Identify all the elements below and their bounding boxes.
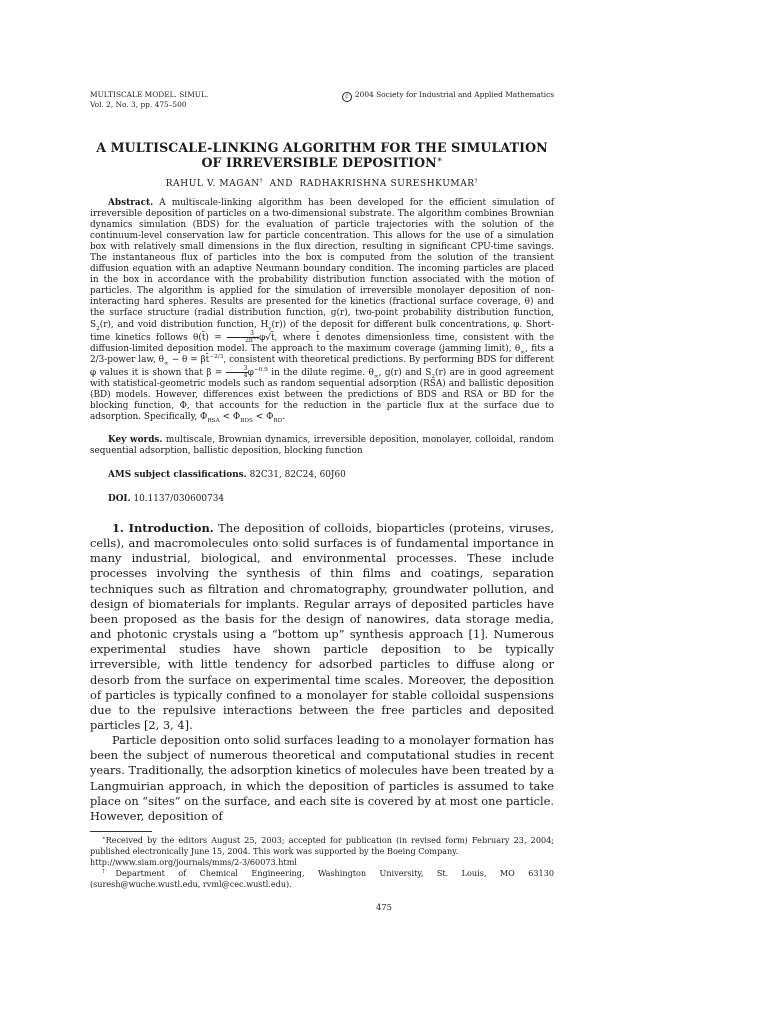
journal-name: MULTISCALE MODEL. SIMUL. (90, 90, 209, 99)
paper-title (90, 140, 554, 170)
title-footnote-mark: ∗ (436, 153, 443, 164)
title-line-2: OF IRREVERSIBLE DEPOSITION∗ (201, 153, 443, 170)
copyright-icon: c (342, 92, 352, 102)
journal-volume: Vol. 2, No. 3, pp. 475–500 (90, 100, 187, 109)
footnotes (90, 831, 554, 890)
doi-label: DOI. (108, 493, 131, 504)
ams-classifications (90, 470, 554, 481)
abstract-label: Abstract. (108, 198, 154, 208)
page-number: 475 (376, 902, 392, 912)
running-header (90, 90, 554, 110)
doi (90, 494, 554, 505)
fraction-3-over-2pi: $\frac{3}{2\pi^{1/2}}$ (227, 331, 259, 344)
abstract: Abstract. A multiscale-linking algorithm has been developed for the efficient simulation of irreversible deposition of particles on a two-dimensional substrate. The algorithm combines Brownian dynamics simulation (BDS) for the evaluation of particle trajectories with the solution of the continuum-level conservation law for particle concentration. This allows for the use of a simulation box with relatively small dimensions in the flux direction, resulting in significant CPU-time savings. The instantaneous flux of particles into the box is computed from the solution of the transient diffusion equation with an adaptive Neumann boundary condition. The incoming particles are placed in the box in accordance with the probability distribution function associated with the motion of particles. The algorithm is applied for the simulation of irreversible monolayer deposition of non-interacting hard spheres. Results are presented for the kinetics (fractional surface coverage, θ) and the surface structure (radial distribution function, g(r), two-point probability distribution function, $S_2(r)$, and void distribution function, $H_v(r)$) of the deposit for different bulk concentrations, φ. Short-time kinetics follows θ(t̄) = $\frac{3}{2\pi^{1/2}}$ φ√t̄, where t̄ denotes dimensionless time, consistent with the diffusion-limited deposition model. The approach to the maximum coverage (jamming limit), $\theta_\infty$, fits a 2/3-power law, $\theta_\infty - \theta$ = βt̄$^{-2/3}$, consistent with theoretical predictions. By performing BDS for different φ values it is shown that β = $\frac{3}{4}$ $\varphi^{-0.9}$ in the dilute regime. $\theta_\infty$, g(r) and $S_2(r)$ are in good agreement with statistical-geometric models such as random sequential adsorption (RSA) and ballistic deposition (BD) models. However, differences exist between the predictions of BDS and RSA or BD for the blocking function, Φ, that accounts for the reduction in the particle flux at the surface due to adsorption. Specifically, $\Phi_{RSA} < \Phi_{BDS} < \Phi_{BD}$. (90, 198, 555, 424)
section-heading: 1. Introduction. (112, 520, 214, 535)
author-2: RADHAKRISHNA SURESHKUMAR (299, 179, 475, 189)
copyright-text: 2004 Society for Industrial and Applied Mathematics (354, 90, 554, 99)
introduction-section (90, 521, 554, 824)
author-1-mark: † (259, 178, 264, 184)
author-2-mark: † (474, 178, 479, 184)
footnote-rule (90, 831, 152, 832)
ams-label: AMS subject classifications. (108, 469, 247, 480)
footnote-2: †Department of Chemical Engineering, Washington University, St. Louis, MO 63130 (suresh@wuche.wustl.edu, rvml@cec.wustl.edu). (90, 868, 554, 889)
intro-paragraph-1: 1. Introduction. The deposition of colloids, bioparticles (proteins, viruses, cells), and macromolecules onto solid surfaces is of fundamental importance in many industrial, biological, and environmental processes. These include processes involving the synthesis of thin films and coatings, separation techniques such as filtration and chromatography, groundwater pollution, and design of biomaterials for implants. Regular arrays of deposited particles have been proposed as the basis for the design of nanowires, data storage media, and photonic crystals using a “bottom up” synthesis approach [1]. Numerous experimental studies have shown particle deposition to be typically irreversible, with little tendency for adsorbed particles to diffuse along or desorb from the surface on experimental time scales. Moreover, the deposition of particles is typically confined to a monolayer for stable colloidal suspensions due to the repulsive interactions between the free particles and deposited particles [2, 3, 4]. (90, 520, 555, 732)
paper-page (90, 90, 554, 824)
footnote-1: ∗Received by the editors August 25, 2003; accepted for publication (in revised form) February 23, 2004; published electronically June 15, 2004. This work was supported by the Boeing Company. http://www.siam.org/journals/mms/2-3/60073.html (90, 835, 554, 867)
author-list (90, 179, 554, 189)
author-1: RAHUL V. MAGAN (165, 179, 260, 189)
doi-text: 10.1137/030600734 (133, 493, 225, 504)
keywords-text: multiscale, Brownian dynamics, irreversible deposition, monolayer, colloidal, random sequential adsorption, ballistic deposition, blocking function (90, 434, 554, 456)
footnote-1-url[interactable]: http://www.siam.org/journals/mms/2-3/60073.html (90, 857, 297, 867)
copyright-notice (342, 90, 554, 110)
title-line-1: A MULTISCALE-LINKING ALGORITHM FOR THE SIMULATION (96, 140, 548, 155)
keywords-label: Key words. (108, 434, 163, 445)
keywords (90, 435, 554, 457)
author-and: AND (269, 179, 294, 189)
ams-text: 82C31, 82C24, 60J60 (249, 469, 346, 480)
fraction-3-over-4: $\frac{3}{4}$ (226, 366, 248, 379)
journal-info (90, 90, 208, 110)
intro-paragraph-2: Particle deposition onto solid surfaces leading to a monolayer formation has been the subject of numerous theoretical and computational studies in recent years. Traditionally, the adsorption kinetics of molecules have been treated by a Langmuirian approach, in which the deposition of particles is assumed to take place on “sites” on the surface, and each site is covered by at most one particle. However, deposition of (90, 733, 554, 823)
